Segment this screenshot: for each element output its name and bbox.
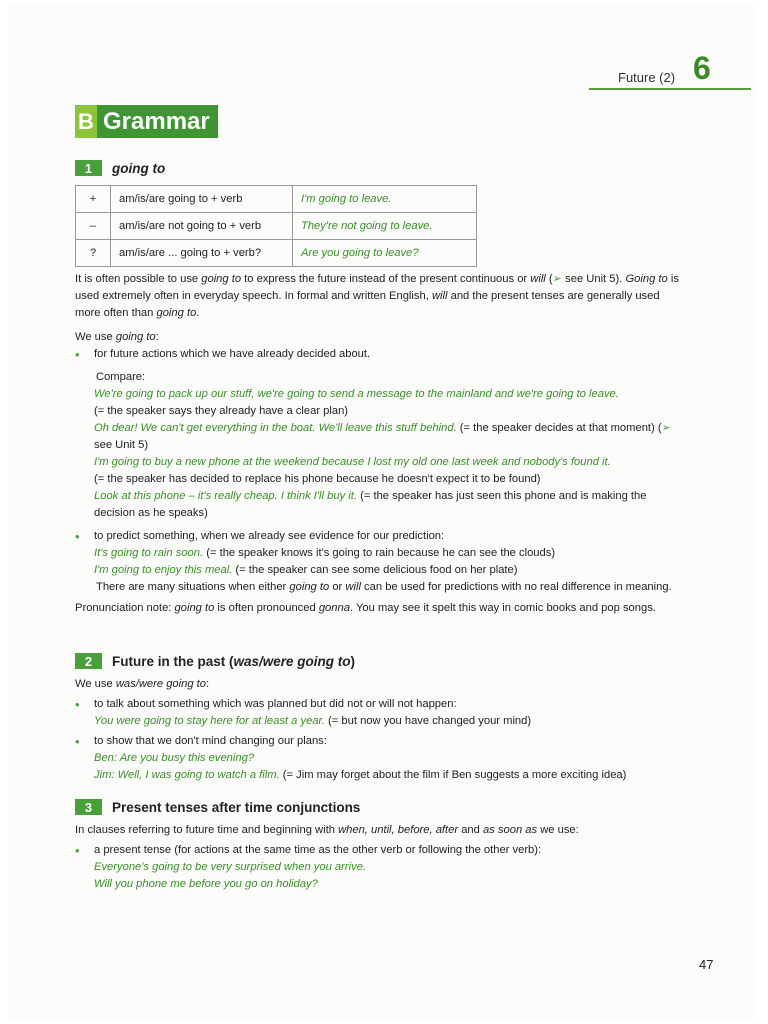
section-1-body <box>75 271 685 617</box>
banner-title: Grammar <box>97 105 218 138</box>
table-form: am/is/are not going to + verb <box>111 213 293 240</box>
section-number: 1 <box>75 160 102 176</box>
table-row <box>76 213 477 240</box>
example-text: I'm going to enjoy this meal. (= the speaker can see some delicious food on her plate) <box>94 564 518 576</box>
bullet-item: • to predict something, when we already see evidence for our prediction: <box>75 528 685 545</box>
table-symbol: + <box>76 186 111 213</box>
example-text: You were going to stay here for at least a year. (= but now you have changed your mind) <box>94 715 532 727</box>
section-1-heading <box>75 160 165 176</box>
section-title: Future in the past (was/were going to) <box>112 653 356 669</box>
section-title: going to <box>112 160 166 176</box>
note-text: There are many situations when either going to or will can be used for predictions with no real difference in meaning. <box>96 581 672 593</box>
table-example: I'm going to leave. <box>293 186 477 213</box>
example-text: We're going to pack up our stuff, we're going to send a message to the mainland and we're going to leave. <box>94 388 619 400</box>
table-symbol: – <box>76 213 111 240</box>
grammar-banner <box>75 105 218 138</box>
section-title: Present tenses after time conjunctions <box>112 799 361 815</box>
arrow-icon: ➢ <box>661 422 671 434</box>
pronunciation-note: Pronunciation note: going to is often pronounced gonna. You may see it spelt this way in comic books and pop songs. <box>75 602 656 614</box>
example-text: It's going to rain soon. (= the speaker knows it's going to rain because he can see the clouds) <box>94 547 556 559</box>
bullet-item: • to talk about something which was planned but did not or will not happen: <box>75 696 685 713</box>
section-2-heading <box>75 653 355 669</box>
table-form: am/is/are going to + verb <box>111 186 293 213</box>
section-2-body <box>75 676 685 784</box>
example-note: (= the speaker has decided to replace his phone because he doesn't expect it to be found) <box>94 473 541 485</box>
example-text: Ben: Are you busy this evening? <box>94 752 255 764</box>
bullet-item: • a present tense (for actions at the same time as the other verb or following the other verb): <box>75 842 685 859</box>
use-intro: We use going to: <box>75 331 159 343</box>
section-number: 3 <box>75 799 102 815</box>
example-text: I'm going to buy a new phone at the weekend because I lost my old one last week and nobody's found it. <box>94 456 611 468</box>
section-3-body <box>75 822 685 893</box>
use-intro: We use was/were going to: <box>75 678 210 690</box>
arrow-icon: ➢ <box>552 273 563 285</box>
example-note: (= the speaker says they already have a clear plan) <box>94 405 349 417</box>
table-example: They're not going to leave. <box>293 213 477 240</box>
bullet-item: • for future actions which we have already decided about. <box>75 346 685 363</box>
header-section-title: Future (2) <box>618 70 676 85</box>
table-example: Are you going to leave? <box>293 240 477 267</box>
example-text: Jim: Well, I was going to watch a film. (= Jim may forget about the film if Ben suggests a more exciting idea) <box>94 769 627 781</box>
example-text: Oh dear! We can't get everything in the boat. We'll leave this stuff behind. (= the speaker decides at that moment) (➢ see Unit 5) <box>94 422 671 451</box>
table-row <box>76 186 477 213</box>
table-form: am/is/are ... going to + verb? <box>111 240 293 267</box>
example-text: Everyone's going to be very surprised when you arrive. <box>94 861 367 873</box>
example-text: Look at this phone – it's really cheap. I think I'll buy it. (= the speaker has just seen this phone and is making the decision as he speaks) <box>94 490 647 519</box>
section-3-heading <box>75 799 360 815</box>
section-number: 2 <box>75 653 102 669</box>
header-rule <box>589 88 751 90</box>
bullet-item: • to show that we don't mind changing our plans: <box>75 733 685 750</box>
intro-paragraph: In clauses referring to future time and beginning with when, until, before, after and as soon as we use: <box>75 824 579 836</box>
going-to-table <box>75 185 477 267</box>
page-number: 47 <box>699 957 714 972</box>
example-text: Will you phone me before you go on holiday? <box>94 878 318 890</box>
intro-paragraph: It is often possible to use going to to express the future instead of the present continuous or will (➢ see Unit 5). Going to is used extremely often in everyday speech. In formal and written English, will and the present tenses are generally used more often than going to. <box>75 273 679 319</box>
compare-label: Compare: <box>96 371 146 383</box>
banner-letter: B <box>75 105 97 138</box>
table-symbol: ? <box>76 240 111 267</box>
running-header <box>589 52 751 92</box>
table-row <box>76 240 477 267</box>
header-unit-number: 6 <box>693 50 711 86</box>
